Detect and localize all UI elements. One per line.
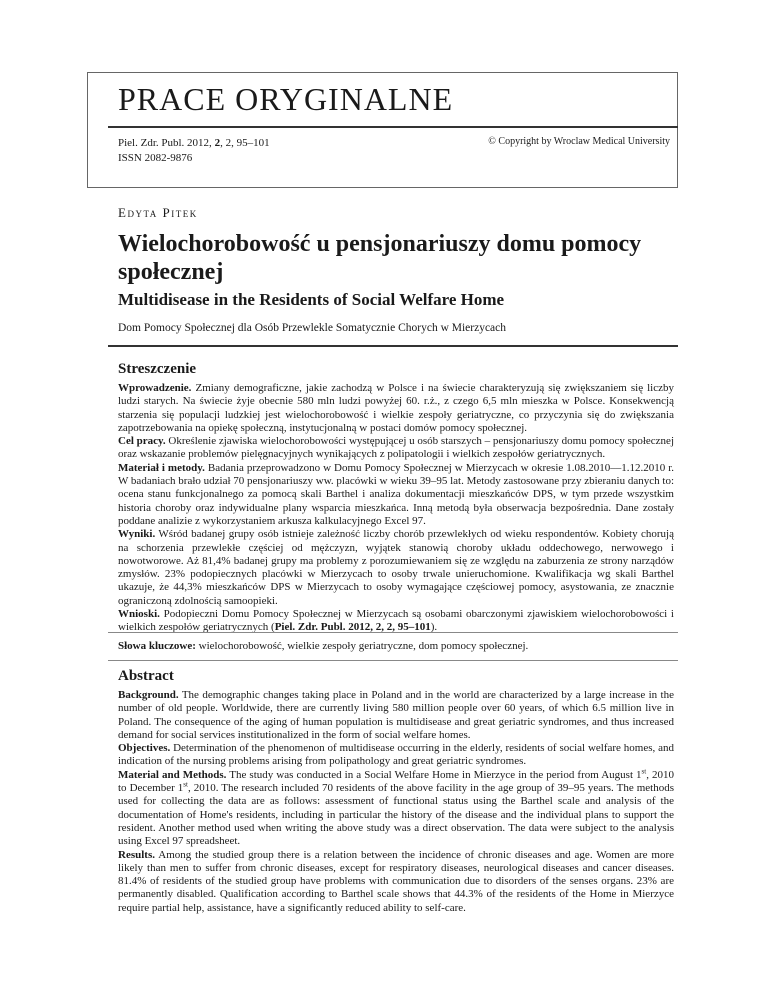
streszczenie-aim-text: Określenie zjawiska wielochorobowości występującej u osób starszych – pensjonariuszy domu pomocy społecznej oraz wskazanie problemów pielęgnacyjnych wynikających z polipatologii i wielkich zespołów geriatrycznych. xyxy=(118,435,674,461)
streszczenie-results-text: Wśród badanej grupy osób istnieje zależność liczby chorób przewlekłych od wieku respondentów. Kobiety chorują na schorzenia przewlekłe częściej od mężczyzn, wyjątek stanowią choroby układu oddechowego, nerwowego i nowotworowe. Aż 81,4% badanej grupy ma problemy z porozumiewaniem się ze względu na zaburzenia ze strony narządów zmysłów. 23% podopiecznych placówki w Mierzycach to osoby trwale unieruchomione. Kwalifikacja wg skali Barthel ukazuje, że 44,3% mieszkańców DPS w Mierzycach to osoby wymagające częściowej pomocy, asystowania, ze znacznie ograniczoną zdolnością samoopieki. xyxy=(118,528,674,607)
article-title-polish: Wielochorobowość u pensjonariuszy domu pomocy społecznej xyxy=(118,231,642,285)
streszczenie-conclusions-label: Wnioski. xyxy=(118,608,160,621)
author-affiliation: Dom Pomocy Społecznej dla Osób Przewlekle Somatycznie Chorych w Mierzycach xyxy=(118,322,507,334)
citation xyxy=(118,136,270,166)
abstract-methods xyxy=(118,769,674,849)
abstract-objectives-label: Objectives. xyxy=(118,742,171,755)
streszczenie-methods xyxy=(118,462,674,528)
abstract-background xyxy=(118,689,674,742)
citation-volume: 2 xyxy=(214,137,221,149)
section-label: PRACE ORYGINALNE xyxy=(118,81,454,117)
header-rule xyxy=(108,126,678,128)
streszczenie-citation: Piel. Zdr. Publ. 2012, 2, 2, 95–101 xyxy=(274,621,431,634)
abstract-objectives-text: Determination of the phenomenon of multidisease occurring in the elderly, residents of social welfare homes, and indication of the nursing problems arising from polipathology and great geriatric syndromes. xyxy=(118,742,674,768)
abstract-background-label: Background. xyxy=(118,689,179,701)
author-name: Edyta Pitek xyxy=(118,205,198,220)
keywords-divider-bottom xyxy=(108,660,678,661)
streszczenie-intro-text: Zmiany demograficzne, jakie zachodzą w Polsce i na świecie charakteryzują się zwiększaniem się liczby ludzi starych. Na świecie żyje obecnie 580 mln ludzi powyżej 60. r.ż., z czego 6,5 mln mieszka w Polsce. Konsekwencją starzenia się populacji ludzkiej jest wielochorobowość i wielkie zespoły geriatryczne, co przyczynia się do zwiększania zapotrzebowania na opiekę społeczną, instytucjonalną w postaci domów pomocy społecznej. xyxy=(118,382,674,434)
abstract-methods-sup2: st xyxy=(183,780,188,789)
keywords-line xyxy=(118,640,674,653)
title-divider xyxy=(108,345,678,347)
streszczenie-aim xyxy=(118,435,674,462)
keywords-divider-top xyxy=(108,632,678,633)
abstract-methods-text-c: , 2010. The research included 70 residents of the above facility in the age group of 39–95 years. The methods used for collecting the data are as follows: assessment of functional status using the Barthel scale and analysis of the documentation of Home's residents, including in particular the history of the disease and the individual plans to support the resident. Another method used when writing the above study was a direct observation. The data were subject to the analysis using Excel 97 spreadsheet. xyxy=(118,782,674,848)
streszczenie-methods-text: Badania przeprowadzono w Domu Pomocy Społecznej w Mierzycach w okresie 1.08.2010––1.12.2010 r. W badaniach brało udział 70 pensjonariuszy ww. placówki w wieku 39–95 lat. Metody zastosowane przy zbieraniu danych to: ocena stanu funkcjonalnego za pomocą skali Barthel i analiza dokumentacji mieszkańców DPS, w tym przede wszystkim historia choroby oraz indywidualne plany wsparcia mieszkańca. Inną metodą była obserwacja bezpośrednia. Dane zostały poddane analizie z wykorzystaniem arkusza kalkulacyjnego Excel 97. xyxy=(118,461,674,527)
abstract-methods-text-a: The study was conducted in a Social Welfare Home in Mierzyce in the period from August 1 xyxy=(226,768,642,781)
abstract-section xyxy=(118,668,674,915)
abstract-heading: Abstract xyxy=(118,668,174,684)
abstract-methods-label: Material and Methods. xyxy=(118,768,227,781)
streszczenie-intro-label: Wprowadzenie. xyxy=(118,382,192,394)
copyright-notice: © Copyright by Wroclaw Medical University xyxy=(488,136,670,147)
streszczenie-results-label: Wyniki. xyxy=(118,528,156,541)
streszczenie-section xyxy=(118,361,674,635)
streszczenie-methods-label: Materiał i metody. xyxy=(118,461,205,474)
issn: ISSN 2082-9876 xyxy=(118,152,193,164)
streszczenie-heading: Streszczenie xyxy=(118,361,197,377)
keywords-label: Słowa kluczowe: xyxy=(118,640,196,652)
abstract-results-text: Among the studied group there is a relation between the incidence of chronic diseases and age. Women are more likely than men to suffer from chronic diseases, except for respiratory diseases, neurological diseases and cancer diseases. 81.4% of residents of the studied group have problems with communication due to disorders of the senses organs. 23% are permanently disabled. Qualification according to Barthel scale shows that 44.3% of the residents of the Home in Mierzyce require partial help, assistance, have a significantly reduced ability to self-care. xyxy=(118,848,674,914)
streszczenie-intro xyxy=(118,382,674,435)
abstract-methods-text-b: , 2010 to December 1 xyxy=(118,768,675,795)
article-title-english: Multidisease in the Residents of Social Welfare Home xyxy=(118,290,505,309)
abstract-results xyxy=(118,849,674,915)
abstract-methods-sup1: st xyxy=(641,767,647,776)
streszczenie-results xyxy=(118,528,674,608)
keywords-text: wielochorobowość, wielkie zespoły geriatryczne, dom pomocy społecznej. xyxy=(195,640,529,652)
streszczenie-conclusions-end: ). xyxy=(430,621,438,634)
abstract-results-label: Results. xyxy=(118,848,155,861)
citation-journal: Piel. Zdr. Publ. 2012, xyxy=(118,137,212,149)
abstract-background-text: The demographic changes taking place in Poland and in the world are characterized by a large increase in the number of old people. Worldwide, there are currently living 580 million people over 60 years, of which 6.5 million live in Poland. The consequence of the aging of human population is multidisease and great geriatric syndromes, and thus increased demand for social services institutionalized in the form of social welfare homes. xyxy=(118,689,674,741)
streszczenie-conclusions-text: Podopieczni Domu Pomocy Społecznej w Mierzycach są osobami obarczonymi zjawiskiem wielochorobowości i wielkich zespołów geriatrycznych ( xyxy=(118,608,674,634)
streszczenie-aim-label: Cel pracy. xyxy=(118,435,166,448)
citation-rest: , 2, 95–101 xyxy=(220,137,270,149)
streszczenie-conclusions xyxy=(118,608,674,635)
abstract-objectives xyxy=(118,742,674,769)
